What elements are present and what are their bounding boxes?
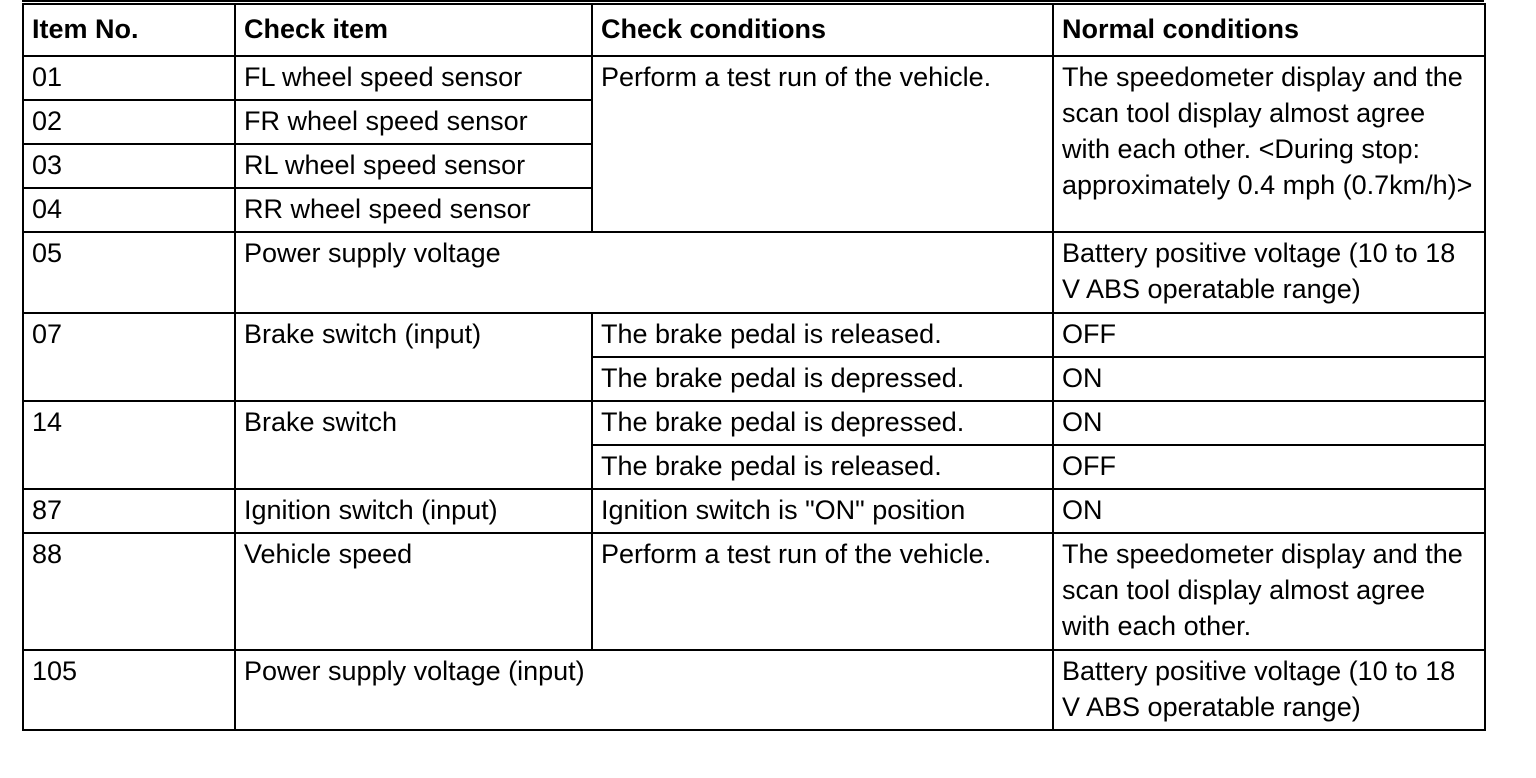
header-check-conditions: Check conditions	[592, 4, 1053, 56]
item-no-cell: 02	[23, 100, 235, 144]
check-conditions-cell: Ignition switch is "ON" position	[592, 489, 1053, 533]
item-no-cell: 105	[23, 650, 235, 730]
check-conditions-cell: The brake pedal is depressed.	[592, 401, 1053, 445]
check-item-cell: Brake switch (input)	[235, 313, 592, 401]
normal-conditions-cell: The speedometer display and the scan tool display almost agree with each other.	[1053, 533, 1485, 650]
item-no-cell: 05	[23, 232, 235, 313]
check-item-cell: Vehicle speed	[235, 533, 592, 650]
normal-conditions-cell: Battery positive voltage (10 to 18 V ABS operatable range)	[1053, 650, 1485, 730]
check-conditions-cell: Perform a test run of the vehicle.	[592, 56, 1053, 232]
item-no-cell: 01	[23, 56, 235, 100]
table-header-row	[23, 4, 1485, 56]
item-no-cell: 87	[23, 489, 235, 533]
check-conditions-cell: The brake pedal is depressed.	[592, 357, 1053, 401]
check-conditions-cell: The brake pedal is released.	[592, 313, 1053, 357]
check-conditions-cell: Perform a test run of the vehicle.	[592, 533, 1053, 650]
table-row	[23, 56, 1485, 100]
check-item-cell: FL wheel speed sensor	[235, 56, 592, 100]
header-check-item: Check item	[235, 4, 592, 56]
normal-conditions-cell: ON	[1053, 401, 1485, 445]
check-item-cell: Brake switch	[235, 401, 592, 489]
table-row	[23, 650, 1485, 730]
check-item-cell: Ignition switch (input)	[235, 489, 592, 533]
item-no-cell: 14	[23, 401, 235, 489]
normal-conditions-cell: ON	[1053, 357, 1485, 401]
table-row	[23, 533, 1485, 650]
check-item-cell: Power supply voltage (input)	[235, 650, 1053, 730]
check-item-cell: Power supply voltage	[235, 232, 1053, 313]
normal-conditions-cell: ON	[1053, 489, 1485, 533]
check-item-cell: RR wheel speed sensor	[235, 188, 592, 232]
table-row	[23, 401, 1485, 445]
table-row	[23, 313, 1485, 357]
item-no-cell: 88	[23, 533, 235, 650]
table-row	[23, 232, 1485, 313]
item-no-cell: 04	[23, 188, 235, 232]
header-normal-conditions: Normal conditions	[1053, 4, 1485, 56]
item-no-cell: 07	[23, 313, 235, 401]
normal-conditions-cell: The speedometer display and the scan tool display almost agree with each other. <During stop: approximately 0.4 mph (0.7km/h)>	[1053, 56, 1485, 232]
item-no-cell: 03	[23, 144, 235, 188]
header-item-no: Item No.	[23, 4, 235, 56]
normal-conditions-cell: Battery positive voltage (10 to 18 V ABS operatable range)	[1053, 232, 1485, 313]
check-item-cell: FR wheel speed sensor	[235, 100, 592, 144]
normal-conditions-cell: OFF	[1053, 313, 1485, 357]
table-row	[23, 489, 1485, 533]
check-item-cell: RL wheel speed sensor	[235, 144, 592, 188]
data-list-table	[22, 3, 1486, 731]
normal-conditions-cell: OFF	[1053, 445, 1485, 489]
check-conditions-cell: The brake pedal is released.	[592, 445, 1053, 489]
